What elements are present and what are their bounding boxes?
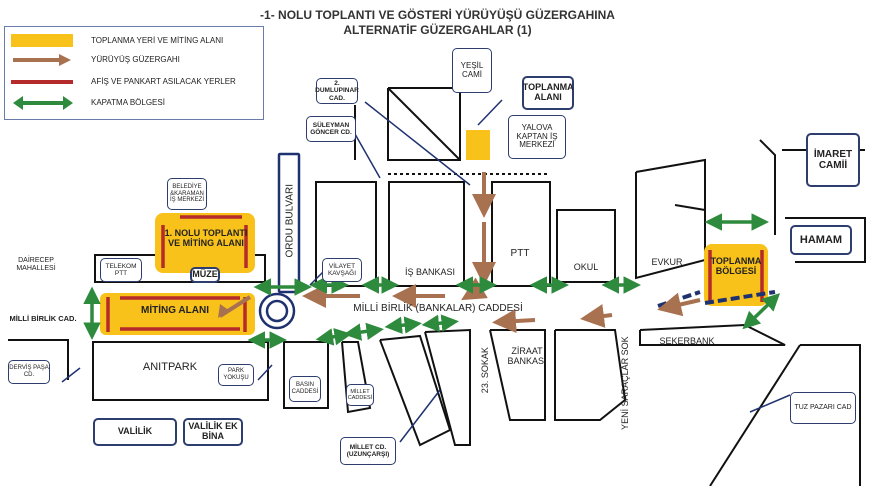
label-vilayet: VİLAYET KAVŞAĞI (322, 258, 362, 282)
legend-march-label: YÜRÜYÜŞ GÜZERGAHI (91, 55, 180, 64)
roundabout-inner (267, 301, 287, 321)
label-sekerbank: ŞEKERBANK (659, 336, 715, 346)
label-belediye: BELEDİYE &KARAMAN İŞ MERKEZİ (167, 178, 207, 210)
label-basin: BASIN CADDESİ (289, 376, 321, 402)
label-anitpark: ANITPARK (142, 361, 198, 373)
block-ziraat-right (555, 330, 625, 420)
block-diag-2 (425, 330, 470, 445)
block-ziraat (490, 330, 545, 420)
label-telekom: TELEKOM PTT (100, 258, 142, 282)
label-muze: MÜZE (190, 267, 220, 283)
label-toplanma-bolgesi: TOPLANMA BÖLGESİ (710, 256, 762, 277)
label-milli-birlik-left: MİLLİ BİRLİK CAD. (9, 314, 77, 323)
label-tuz-pazari: TUZ PAZARI CAD (790, 392, 856, 424)
label-gathering-1: 1. NOLU TOPLANTI VE MİTİNG ALANI (164, 228, 248, 249)
label-hamam: HAMAM (790, 225, 852, 255)
label-dairecep: DAİRECEP MAHALLESİ (16, 257, 56, 273)
title-line-2: ALTERNATİF GÜZERGAHLAR (1) (343, 23, 532, 37)
label-yeni-saraclar: YENİ SARAÇLAR SOK (619, 336, 630, 430)
legend-rally-label: TOPLANMA YERİ VE MİTİNG ALANI (91, 36, 224, 45)
title-line-1: -1- NOLU TOPLANTI VE GÖSTERİ YÜRÜYÜŞÜ GÜZERGAHINA (260, 8, 615, 22)
legend-posters-label: AFİŞ VE PANKART ASILACAK YERLER (91, 77, 236, 86)
label-park-yokusu: PARK YOKUŞU (218, 364, 254, 386)
label-miting-alani: MİTİNG ALANI (141, 305, 209, 316)
label-valilik-ek: VALİLİK EK BİNA (183, 418, 243, 446)
label-yalova: YALOVA KAPTAN İŞ MERKEZİ (508, 115, 566, 159)
label-millet-cd: MİLLET CD. (UZUNÇARŞI) (340, 437, 396, 465)
label-ptt: PTT (510, 248, 530, 259)
label-ziraat: ZİRAAT BANKASI (507, 346, 547, 367)
label-valilik: VALİLİK (93, 418, 177, 446)
gathering-yalova (466, 130, 490, 160)
label-toplanma-alani: TOPLANMA ALANI (522, 76, 574, 110)
label-sokak23: 23. SOKAK (479, 347, 490, 394)
label-suleyman: SÜLEYMAN GÖNCER CD. (306, 116, 356, 142)
label-yesil-cami: YEŞİL CAMİ (452, 48, 492, 93)
label-is-bankasi: İŞ BANKASI (404, 267, 456, 277)
label-millet-small: MİLLET CADDESİ (346, 384, 374, 406)
label-dumlupinar: 2. DUMLUPINAR CAD. (316, 78, 358, 104)
legend-closure-label: KAPATMA BÖLGESİ (91, 98, 165, 107)
label-dervis: DERVİŞ PAŞA CD. (8, 360, 50, 384)
label-main-street: MİLLİ BİRLİK (BANKALAR) CADDESİ (353, 303, 523, 314)
label-okul: OKUL (573, 262, 599, 272)
roundabout-outer (260, 294, 294, 328)
label-imaret: İMARET CAMİİ (806, 133, 860, 187)
label-evkur: EVKUR (651, 257, 683, 267)
label-ordu-bulvari: ORDU BULVARI (284, 183, 296, 258)
block-ptt (492, 182, 550, 286)
